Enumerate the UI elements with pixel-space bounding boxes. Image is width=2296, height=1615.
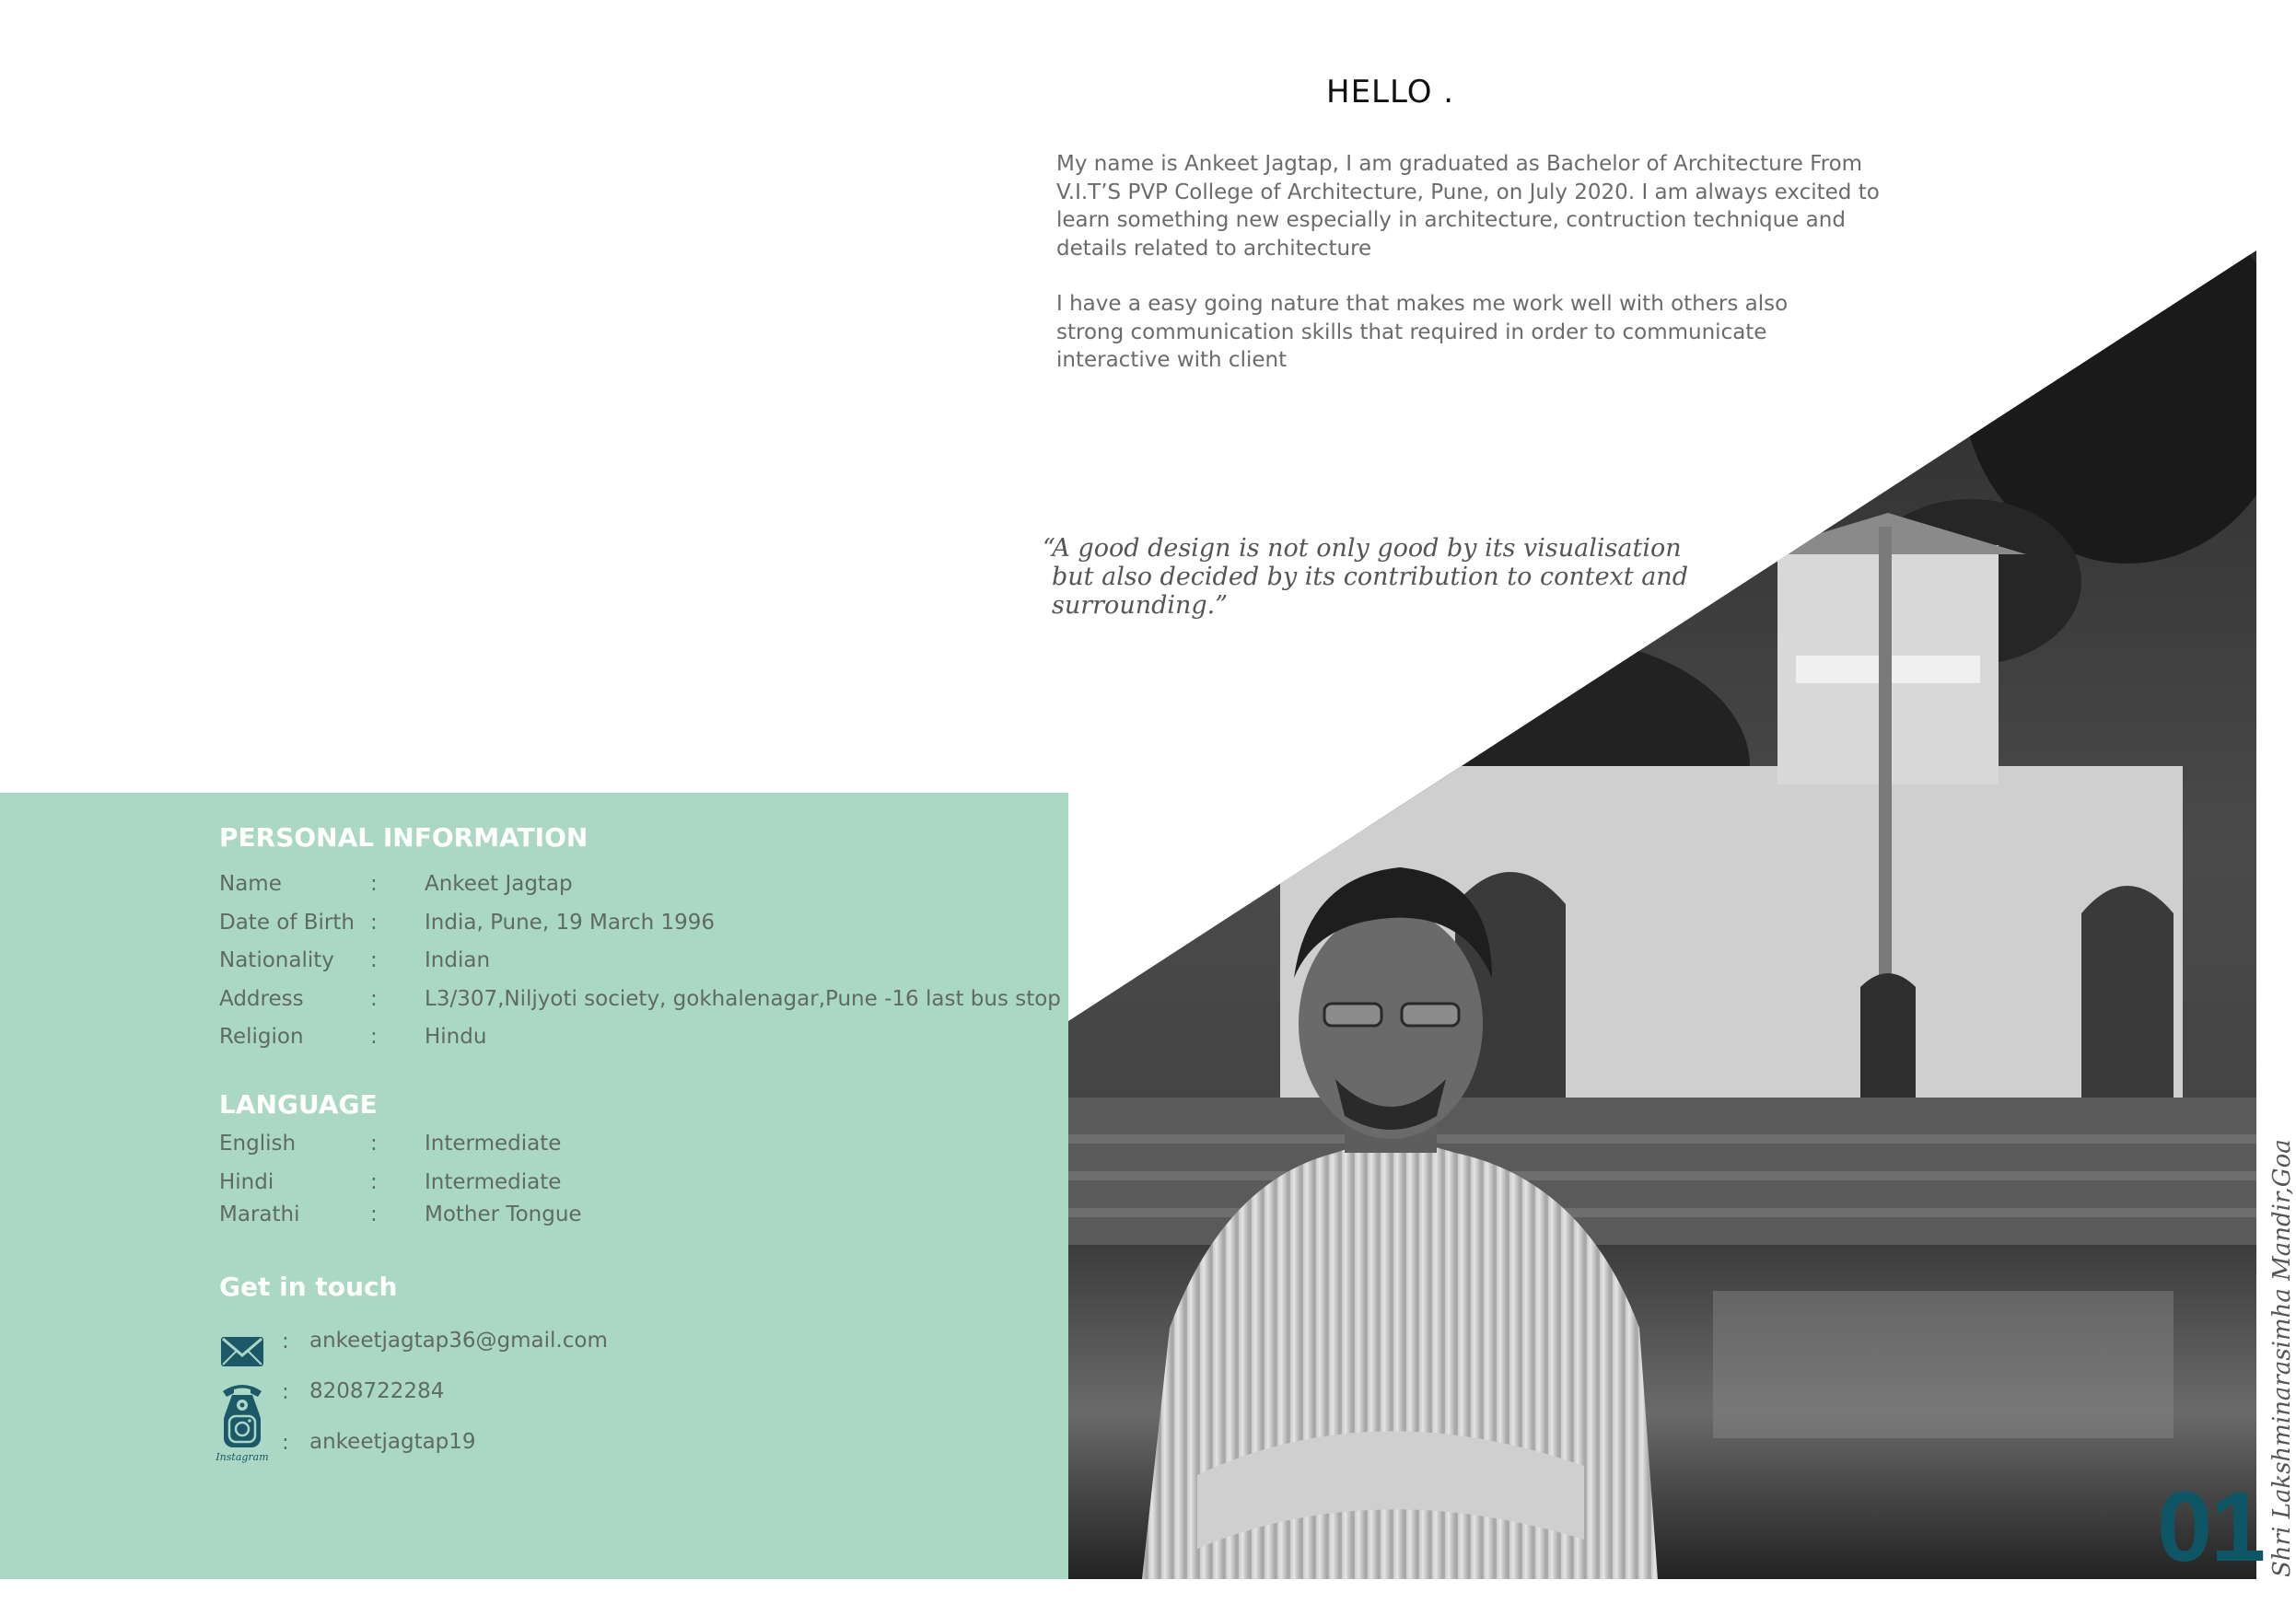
- language-heading: LANGUAGE: [219, 1089, 378, 1120]
- info-value-dob: India, Pune, 19 March 1996: [425, 911, 715, 935]
- contact-colon: :: [282, 1330, 289, 1354]
- contact-colon: :: [282, 1380, 289, 1404]
- info-value-name: Ankeet Jagtap: [425, 872, 573, 896]
- intro-line: My name is Ankeet Jagtap, I am graduated as Bachelor of Architecture From: [1056, 152, 1863, 176]
- info-label-address: Address: [219, 987, 304, 1011]
- info-colon: :: [370, 987, 378, 1011]
- photo-caption: Shri Lakshminarasimha Mandir,Goa: [2268, 1139, 2296, 1577]
- language-label-marathi: Marathi: [219, 1203, 300, 1226]
- info-colon: :: [370, 1170, 378, 1194]
- portrait-photo: [1068, 250, 2256, 1579]
- intro-line: details related to architecture: [1056, 236, 1372, 261]
- info-colon: :: [370, 948, 378, 972]
- hello-heading: HELLO .: [1326, 74, 1455, 110]
- language-value-english: Intermediate: [425, 1132, 562, 1156]
- info-label-religion: Religion: [219, 1025, 304, 1049]
- intro-line: learn something new especially in architecture, contruction technique and: [1056, 208, 1846, 232]
- info-label-nationality: Nationality: [219, 948, 334, 972]
- info-colon: :: [370, 1025, 378, 1049]
- language-value-marathi: Mother Tongue: [425, 1203, 582, 1226]
- personal-info-heading: PERSONAL INFORMATION: [219, 822, 589, 853]
- info-label-dob: Date of Birth: [219, 911, 355, 935]
- info-colon: :: [370, 1132, 378, 1156]
- info-value-nationality: Indian: [425, 948, 491, 972]
- instagram-handle[interactable]: ankeetjagtap19: [309, 1430, 476, 1454]
- intro-line: V.I.T’S PVP College of Architecture, Pune, on July 2020. I am always excited to: [1056, 180, 1880, 204]
- page-number: 01: [2157, 1470, 2265, 1582]
- intro-line: I have a easy going nature that makes me work well with others also: [1056, 292, 1789, 316]
- info-value-address: L3/307,Niljyoti society, gokhalenagar,Pune -16 last bus stop: [425, 987, 1061, 1011]
- info-colon: :: [370, 872, 378, 896]
- design-quote: [1043, 534, 1706, 620]
- info-label-name: Name: [219, 872, 282, 896]
- quote-line: surrounding.”: [1052, 591, 1229, 620]
- contact-colon: :: [282, 1431, 289, 1455]
- info-colon: :: [370, 911, 378, 935]
- intro-line: strong communication skills that required in order to communicate: [1056, 320, 1767, 344]
- instagram-icon: [216, 1409, 269, 1464]
- language-value-hindi: Intermediate: [425, 1170, 562, 1194]
- language-label-english: English: [219, 1132, 297, 1156]
- instagram-badge-text: Instagram: [216, 1451, 269, 1463]
- quote-line: “A good design is not only good by its visualisation: [1043, 534, 1682, 563]
- quote-line: but also decided by its contribution to context and: [1052, 563, 1688, 591]
- mail-icon: [219, 1328, 265, 1374]
- intro-paragraph-1: [1056, 150, 1885, 262]
- intro-line: interactive with client: [1056, 348, 1288, 372]
- intro-paragraph-2: [1056, 290, 1885, 375]
- info-colon: :: [370, 1203, 378, 1226]
- info-value-religion: Hindu: [425, 1025, 487, 1049]
- email-link[interactable]: ankeetjagtap36@gmail.com: [309, 1329, 608, 1353]
- phone-number[interactable]: 8208722284: [309, 1379, 445, 1403]
- contact-heading: Get in touch: [219, 1272, 398, 1302]
- language-label-hindi: Hindi: [219, 1170, 274, 1194]
